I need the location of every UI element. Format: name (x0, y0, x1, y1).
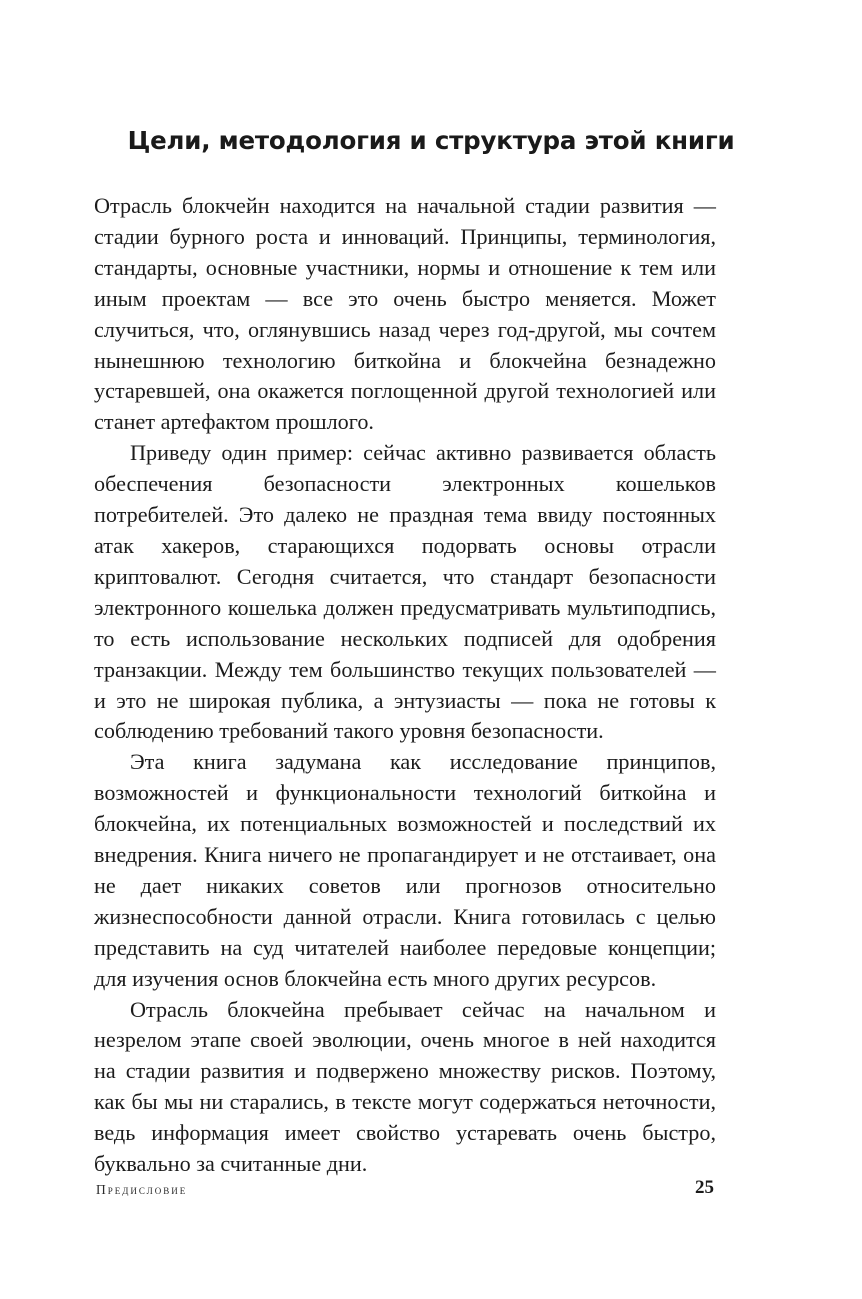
running-footer-section: Предисловие (96, 1182, 188, 1197)
paragraph-3: Эта книга задумана как исследование принципов, возможностей и функциональности технологий биткойна и блокчейна, их потенциальных возможностей и последствий их внедрения. Книга ничего не пропагандирует и не отстаивает, она не дает никаких советов или прогнозов относительно жизнеспособности данной отрасли. Книга готовилась с целью представить на суд читателей наиболее передовые концепции; для изучения основ блокчейна есть много других ресурсов. (94, 749, 716, 991)
section-heading: Цели, методология и структура этой книги (127, 126, 735, 155)
paragraph-4: Отрасль блокчейна пребывает сейчас на начальном и незрелом этапе своей эволюции, очень многое в ней находится на стадии развития и подвержено множеству рисков. Поэтому, как бы мы ни старались, в тексте могут содержаться неточности, ведь информация имеет свойство устаревать очень быстро, буквально за считанные дни. (94, 996, 716, 1177)
paragraph-1: Отрасль блокчейн находится на начальной стадии развития — стадии бурного роста и инноваций. Принципы, терминология, стандарты, основные участники, нормы и отношение к тем или иным проектам — все это очень быстро меняется. Может случиться, что, оглянувшись назад через год-другой, мы сочтем нынешнюю технологию биткойна и блокчейна безнадежно устаревшей, она окажется поглощенной другой технологией или станет артефактом прошлого. (94, 193, 716, 435)
body-text (94, 191, 716, 1180)
page-number: 25 (695, 1177, 714, 1198)
paragraph-2: Приведу один пример: сейчас активно развивается область обеспечения безопасности электронных кошельков потребителей. Это далеко не праздная тема ввиду постоянных атак хакеров, старающихся подорвать основы отрасли криптовалют. Сегодня считается, что стандарт безопасности электронного кошелька должен предусматривать мультиподпись, то есть использование нескольких подписей для одобрения транзакции. Между тем большинство текущих пользователей — и это не широкая публика, а энтузиасты — пока не готовы к соблюдению требований такого уровня безопасности. (94, 440, 716, 744)
